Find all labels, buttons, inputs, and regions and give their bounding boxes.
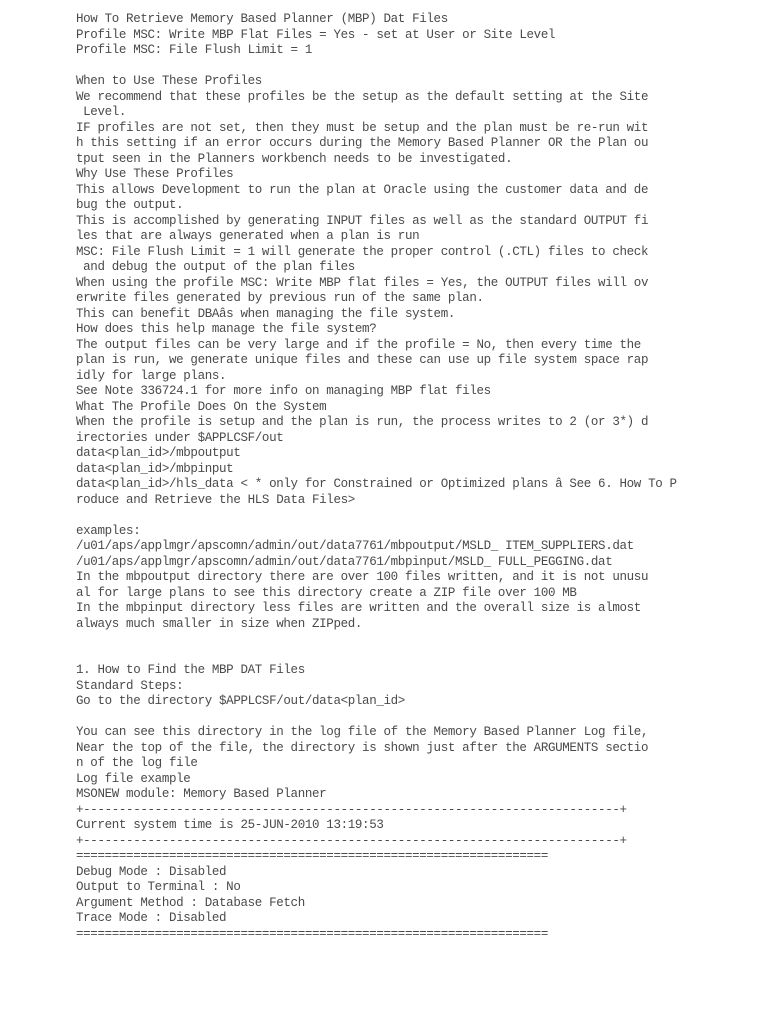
- text-line: Profile MSC: File Flush Limit = 1: [76, 43, 312, 57]
- document-page: [76, 12, 756, 942]
- section-heading: How does this help manage the file system?: [76, 322, 377, 336]
- path-line: data<plan_id>/hls_data < * only for Constrained or Optimized plans â See 6. How To P: [76, 477, 677, 491]
- text-line: erwrite files generated by previous run of the same plan.: [76, 291, 484, 305]
- blank-line: [76, 59, 756, 75]
- text-line: al for large plans to see this directory create a ZIP file over 100 MB: [76, 585, 577, 600]
- text-line: Near the top of the file, the directory is shown just after the ARGUMENTS sectio: [76, 740, 649, 755]
- path-line: /u01/aps/applmgr/apscomn/admin/out/data7761/mbpoutput/MSLD_ ITEM_SUPPLIERS.dat: [76, 539, 634, 553]
- text-line: You can see this directory in the log file of the Memory Based Planner Log file,: [76, 725, 649, 739]
- section-heading: 1. How to Find the MBP DAT Files: [76, 663, 305, 677]
- log-line: Argument Method : Database Fetch: [76, 895, 305, 910]
- text-line: IF profiles are not set, then they must be setup and the plan must be re-run wit: [76, 120, 649, 135]
- text-line: The output files can be very large and if the profile = No, then every time the: [76, 337, 641, 352]
- blank-line: [76, 710, 756, 726]
- text-line: Level.: [76, 105, 127, 119]
- text-line: When the profile is setup and the plan is run, the process writes to 2 (or 3*) d: [76, 415, 649, 429]
- text-line: Standard Steps:: [76, 678, 184, 693]
- text-line: This is accomplished by generating INPUT files as well as the standard OUTPUT fi: [76, 213, 649, 228]
- text-line: We recommend that these profiles be the setup as the default setting at the Site: [76, 89, 649, 104]
- text-line: tput seen in the Planners workbench needs to be investigated.: [76, 151, 513, 166]
- text-line: irectories under $APPLCSF/out: [76, 430, 284, 445]
- text-line: les that are always generated when a plan is run: [76, 229, 420, 243]
- text-line: n of the log file: [76, 756, 198, 770]
- blank-line: [76, 648, 756, 664]
- text-line: bug the output.: [76, 198, 184, 212]
- text-line: Profile MSC: Write MBP Flat Files = Yes - set at User or Site Level: [76, 27, 556, 42]
- doc-title: How To Retrieve Memory Based Planner (MBP) Dat Files: [76, 12, 448, 26]
- text-line: always much smaller in size when ZIPped.: [76, 616, 363, 631]
- log-separator: ==================================================================: [76, 849, 548, 863]
- path-line: /u01/aps/applmgr/apscomn/admin/out/data7761/mbpinput/MSLD_ FULL_PEGGING.dat: [76, 554, 613, 569]
- log-line: Debug Mode : Disabled: [76, 864, 227, 879]
- text-line: MSC: File Flush Limit = 1 will generate the proper control (.CTL) files to check: [76, 244, 649, 259]
- path-line: data<plan_id>/mbpinput: [76, 461, 234, 476]
- log-border: +---------------------------------------------------------------------------+: [76, 802, 627, 817]
- text-line: This can benefit DBAâs when managing the file system.: [76, 306, 456, 321]
- text-line: Go to the directory $APPLCSF/out/data<plan_id>: [76, 694, 405, 708]
- log-line: Trace Mode : Disabled: [76, 911, 227, 925]
- text-line: examples:: [76, 523, 141, 538]
- text-line: When using the profile MSC: Write MBP flat files = Yes, the OUTPUT files will ov: [76, 275, 649, 290]
- path-line: data<plan_id>/mbpoutput: [76, 446, 241, 460]
- text-line: See Note 336724.1 for more info on managing MBP flat files: [76, 384, 491, 398]
- text-line: and debug the output of the plan files: [76, 260, 355, 274]
- section-heading: What The Profile Does On the System: [76, 399, 327, 414]
- blank-line: [76, 508, 756, 524]
- text-line: roduce and Retrieve the HLS Data Files>: [76, 492, 355, 507]
- text-line: In the mbpinput directory less files are written and the overall size is almost: [76, 601, 641, 615]
- log-separator: ==================================================================: [76, 926, 548, 941]
- log-border: +---------------------------------------------------------------------------+: [76, 833, 627, 848]
- blank-line: [76, 632, 756, 648]
- text-line: Log file example: [76, 771, 191, 786]
- section-heading: Why Use These Profiles: [76, 167, 234, 181]
- log-line: MSONEW module: Memory Based Planner: [76, 787, 327, 801]
- text-line: plan is run, we generate unique files and these can use up file system space rap: [76, 353, 649, 367]
- section-heading: When to Use These Profiles: [76, 74, 262, 88]
- text-line: h this setting if an error occurs during the Memory Based Planner OR the Plan ou: [76, 136, 649, 150]
- log-line: Output to Terminal : No: [76, 880, 241, 894]
- text-line: This allows Development to run the plan at Oracle using the customer data and de: [76, 182, 649, 197]
- text-line: In the mbpoutput directory there are over 100 files written, and it is not unusu: [76, 570, 649, 584]
- text-line: idly for large plans.: [76, 368, 227, 383]
- log-line: Current system time is 25-JUN-2010 13:19:53: [76, 818, 384, 832]
